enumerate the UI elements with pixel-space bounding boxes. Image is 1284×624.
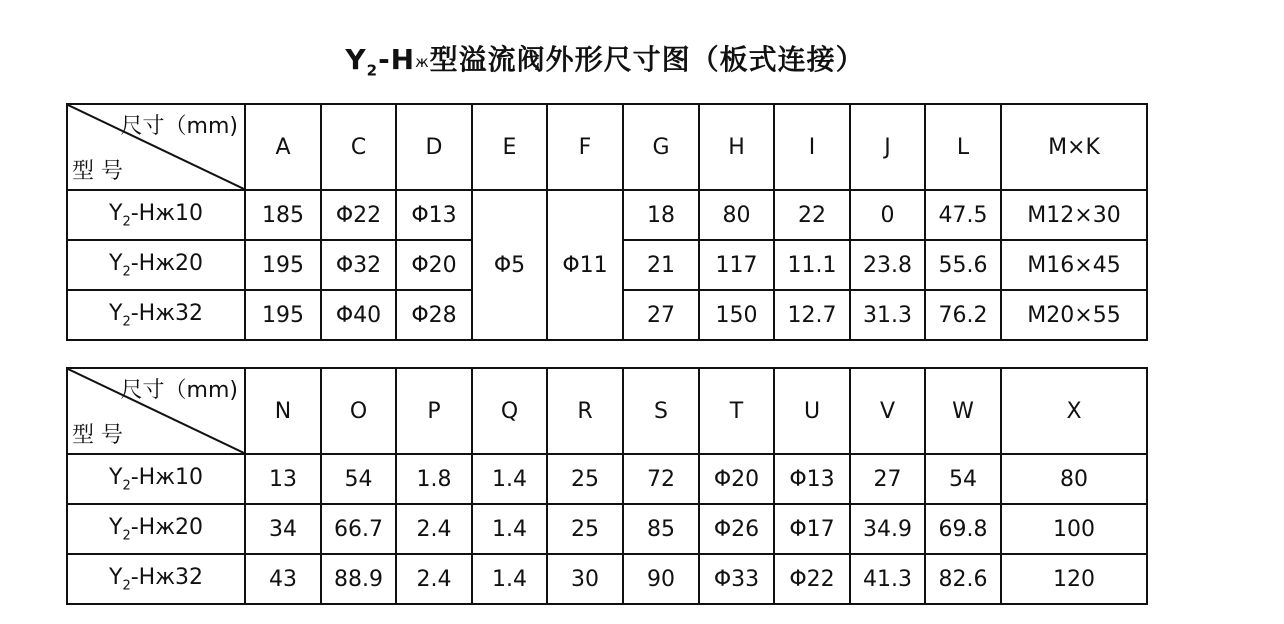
value-cell: 11.1 (774, 240, 850, 290)
header-cell: T (699, 368, 774, 454)
header-cell: C (321, 104, 396, 190)
header-cell: L (925, 104, 1001, 190)
value-cell: 18 (623, 190, 699, 240)
value-cell: Φ22 (321, 190, 396, 240)
table-row (67, 504, 1147, 554)
table-row (67, 454, 1147, 504)
value-cell: 1.4 (472, 554, 547, 604)
value-cell: 34.9 (850, 504, 925, 554)
value-cell: 90 (623, 554, 699, 604)
value-cell: 22 (774, 190, 850, 240)
corner-model-label: 型 号 (72, 159, 123, 184)
table-row (67, 190, 1147, 240)
table-header-row (67, 104, 1147, 190)
corner-size-label: 尺寸（mm) (120, 378, 238, 403)
value-cell: 54 (321, 454, 396, 504)
model-cell: $Y_2-Hж10$ (67, 190, 245, 240)
value-cell: M20×55 (1001, 290, 1147, 340)
value-cell: 47.5 (925, 190, 1001, 240)
header-cell: G (623, 104, 699, 190)
value-cell: Φ13 (396, 190, 472, 240)
value-cell: 85 (623, 504, 699, 554)
value-cell: 1.4 (472, 504, 547, 554)
value-cell: Φ40 (321, 290, 396, 340)
table-header-row (67, 368, 1147, 454)
header-cell: R (547, 368, 623, 454)
title-dash-h: -H (378, 43, 416, 76)
page-title (0, 38, 1210, 80)
value-cell: 80 (699, 190, 774, 240)
dimension-table-2 (66, 367, 1148, 605)
value-cell: 76.2 (925, 290, 1001, 340)
header-cell: V (850, 368, 925, 454)
value-cell: 41.3 (850, 554, 925, 604)
table-row (67, 554, 1147, 604)
header-cell: W (925, 368, 1001, 454)
model-cell: $Y_2-Hж20$ (67, 240, 245, 290)
header-cell: U (774, 368, 850, 454)
header-cell: O (321, 368, 396, 454)
value-cell: 13 (245, 454, 321, 504)
value-cell: 1.4 (472, 454, 547, 504)
model-cell: $Y_2-Hж32$ (67, 554, 245, 604)
value-cell: 88.9 (321, 554, 396, 604)
value-cell: 72 (623, 454, 699, 504)
value-cell: 0 (850, 190, 925, 240)
header-cell: P (396, 368, 472, 454)
header-cell: X (1001, 368, 1147, 454)
header-cell: H (699, 104, 774, 190)
merged-cell-E: Φ5 (472, 190, 547, 340)
value-cell: 69.8 (925, 504, 1001, 554)
value-cell: Φ17 (774, 504, 850, 554)
value-cell: 55.6 (925, 240, 1001, 290)
dimension-table-1 (66, 103, 1148, 341)
value-cell: 150 (699, 290, 774, 340)
title-subscript: 2 (366, 61, 379, 80)
value-cell: Φ28 (396, 290, 472, 340)
value-cell: 117 (699, 240, 774, 290)
header-cell: J (850, 104, 925, 190)
value-cell: 195 (245, 240, 321, 290)
value-cell: 120 (1001, 554, 1147, 604)
merged-cell-F: Φ11 (547, 190, 623, 340)
value-cell: 195 (245, 290, 321, 340)
header-cell: D (396, 104, 472, 190)
header-cell: Q (472, 368, 547, 454)
value-cell: 80 (1001, 454, 1147, 504)
title-prefix: Y (345, 43, 367, 76)
value-cell: Φ20 (396, 240, 472, 290)
value-cell: M12×30 (1001, 190, 1147, 240)
value-cell: 25 (547, 454, 623, 504)
value-cell: Φ20 (699, 454, 774, 504)
title-glyph: ж (415, 53, 430, 71)
corner-model-label: 型 号 (72, 423, 123, 448)
header-cell: F (547, 104, 623, 190)
value-cell: 23.8 (850, 240, 925, 290)
value-cell: Φ32 (321, 240, 396, 290)
value-cell: 43 (245, 554, 321, 604)
corner-size-label: 尺寸（mm) (120, 114, 238, 139)
value-cell: M16×45 (1001, 240, 1147, 290)
value-cell: 2.4 (396, 504, 472, 554)
value-cell: 66.7 (321, 504, 396, 554)
value-cell: 185 (245, 190, 321, 240)
value-cell: Φ22 (774, 554, 850, 604)
corner-header-cell (67, 368, 245, 454)
header-cell: A (245, 104, 321, 190)
value-cell: Φ33 (699, 554, 774, 604)
corner-header-cell (67, 104, 245, 190)
model-cell: $Y_2-Hж10$ (67, 454, 245, 504)
model-cell: $Y_2-Hж32$ (67, 290, 245, 340)
value-cell: 34 (245, 504, 321, 554)
value-cell: 54 (925, 454, 1001, 504)
value-cell: 2.4 (396, 554, 472, 604)
value-cell: Φ26 (699, 504, 774, 554)
value-cell: 1.8 (396, 454, 472, 504)
value-cell: 27 (850, 454, 925, 504)
value-cell: 27 (623, 290, 699, 340)
header-cell: I (774, 104, 850, 190)
model-cell: $Y_2-Hж20$ (67, 504, 245, 554)
value-cell: 25 (547, 504, 623, 554)
header-cell: M×K (1001, 104, 1147, 190)
value-cell: 21 (623, 240, 699, 290)
header-cell: N (245, 368, 321, 454)
value-cell: Φ13 (774, 454, 850, 504)
header-cell: E (472, 104, 547, 190)
value-cell: 30 (547, 554, 623, 604)
value-cell: 82.6 (925, 554, 1001, 604)
title-rest: 型溢流阀外形尺寸图（板式连接） (429, 43, 865, 76)
value-cell: 100 (1001, 504, 1147, 554)
value-cell: 31.3 (850, 290, 925, 340)
header-cell: S (623, 368, 699, 454)
value-cell: 12.7 (774, 290, 850, 340)
